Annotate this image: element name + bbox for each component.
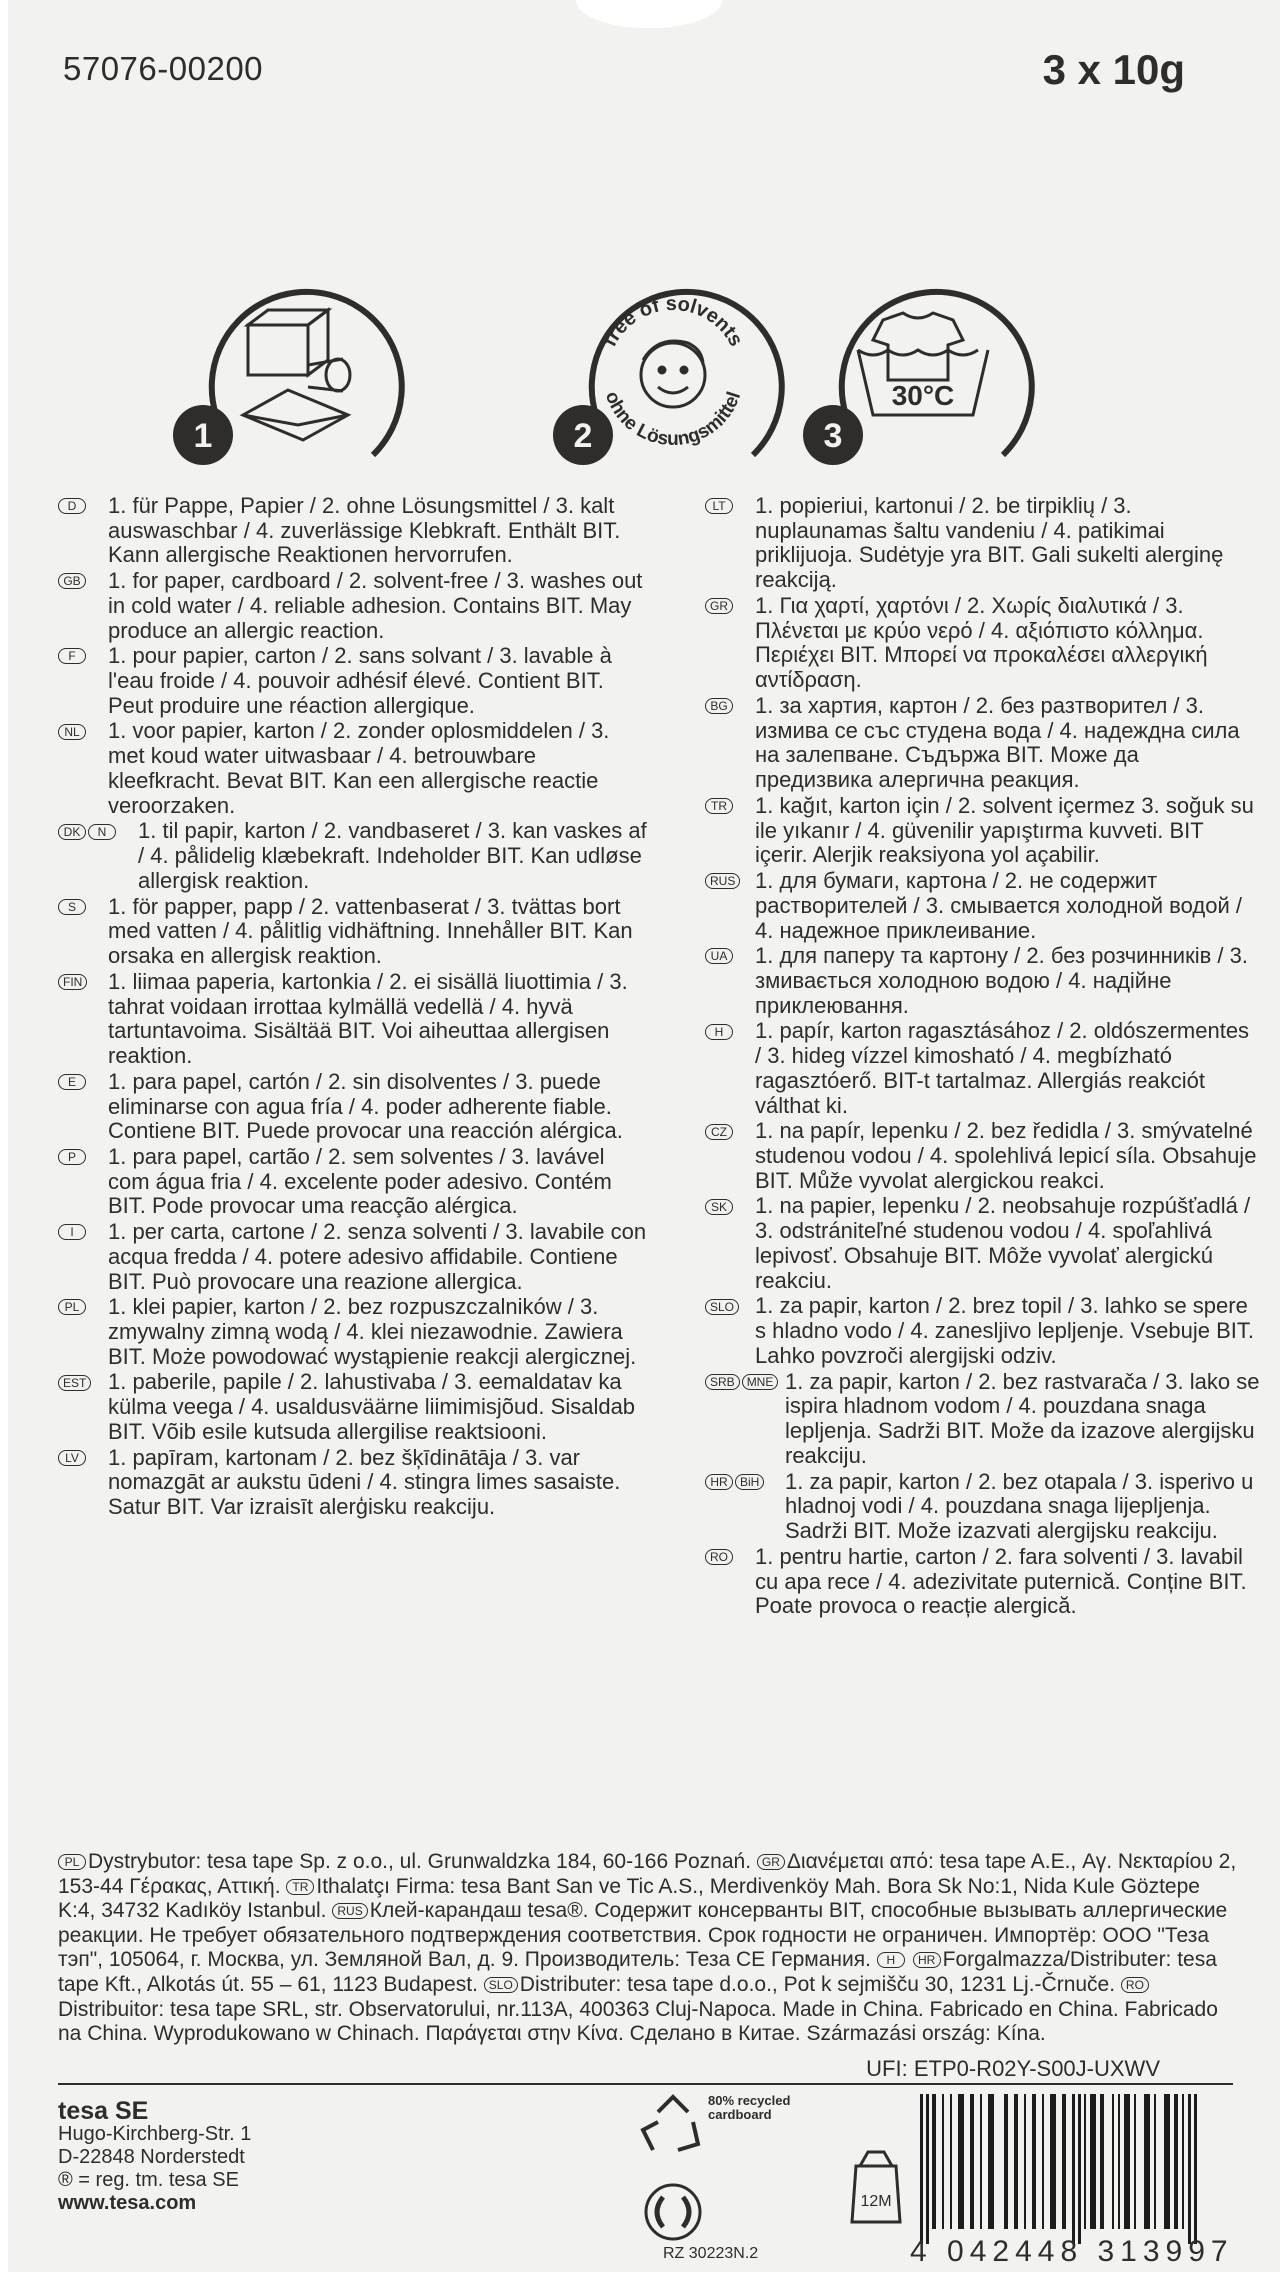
language-entry xyxy=(58,569,648,643)
barcode-bar xyxy=(1062,2094,1066,2229)
language-entry xyxy=(58,1220,648,1294)
language-codes xyxy=(58,1446,88,1471)
manufacturer-address xyxy=(58,2097,252,2215)
language-badge: GB xyxy=(58,573,86,589)
divider xyxy=(58,2083,1233,2085)
language-entry xyxy=(58,1295,648,1369)
language-text: 1. klei papier, karton / 2. bez rozpuszczalników / 3. zmywalny zimną wodą / 4. klei niezawodnie. Zawiera BIT. Może powodować wystąpienie reakcji alergicznej. xyxy=(108,1294,637,1369)
instructions-left-column xyxy=(58,494,648,1521)
language-badge: HR xyxy=(705,1474,733,1490)
language-text: 1. for paper, cardboard / 2. solvent-free / 3. washes out in cold water / 4. reliable adhesion. Contains BIT. May produce an allergic reaction. xyxy=(108,567,643,643)
language-entry xyxy=(58,720,648,819)
language-text: 1. för papper, papp / 2. vattenbaserat / 3. tvättas bort med vatten / 4. pålitlig vidhäftning. Innehåller BIT. Kan orsaka en allergisk reaktion. xyxy=(108,893,633,969)
distributor-block xyxy=(58,1850,1238,2047)
barcode-bar xyxy=(1194,2094,1197,2244)
barcode-bar xyxy=(950,2094,952,2229)
language-entry xyxy=(705,694,1260,793)
barcode-bar xyxy=(1144,2094,1150,2229)
solvent-free-icon xyxy=(538,265,798,475)
language-badge: H xyxy=(705,1024,733,1040)
recycling-area xyxy=(638,2092,818,2252)
language-entry xyxy=(705,1020,1260,1119)
language-entry xyxy=(58,895,648,969)
solvent-free-bottom-text: ohne Lösungsmittel xyxy=(600,388,746,451)
company-name: tesa SE xyxy=(58,2097,149,2125)
language-badge: NL xyxy=(58,724,86,740)
language-text: 1. paberile, papile / 2. lahustivaba / 3. eemaldatav ka külma veega / 4. usaldusväärne liimimisjõud. Sisaldab BIT. Võib esile kutsuda allergilise reaktsiooni. xyxy=(108,1369,636,1445)
barcode-bar xyxy=(1182,2094,1184,2229)
barcode-bar xyxy=(1032,2094,1036,2229)
distributor-text: Distributer: tesa tape d.o.o., Pot k sejmišču 30, 1231 Lj.-Črnuče. xyxy=(519,1972,1116,1996)
language-entry xyxy=(58,494,648,568)
distributor-badge: HR xyxy=(913,1952,941,1968)
barcode-bar xyxy=(1024,2094,1026,2229)
language-badge: LT xyxy=(705,498,733,514)
barcode-bar xyxy=(980,2094,982,2229)
language-text: 1. für Pappe, Papier / 2. ohne Lösungsmittel / 3. kalt auswaschbar / 4. zuverlässige Klebkraft. Enthält BIT. Kann allergische Reaktionen hervorrufen. xyxy=(108,492,621,568)
language-codes xyxy=(705,1370,780,1395)
language-entry xyxy=(705,1470,1260,1544)
step-number-3: 3 xyxy=(823,417,843,455)
barcode-bar xyxy=(1118,2094,1120,2229)
distributor-text: Διανέμεται από: tesa tape A.E., Αγ. Νεκταρίου 2, 153-44 Γέρακας, Αττική. xyxy=(58,1850,1237,1898)
distributor-text: Клей-карандаш tesa®. Содержит консерванты BIT, способные вызывать аллергические реакции. Не требует обязательного подтверждения соответствия. Срок годности не ограничен. Импортёр: ООО "Теза тэп", 105064, г. Москва, ул. Земляной Вал, д. 9. Производитель: Теза СЕ Германия. xyxy=(58,1899,1228,1972)
address-city: D-22848 Norderstedt xyxy=(58,2146,245,2168)
address-street: Hugo-Kirchberg-Str. 1 xyxy=(58,2123,252,2145)
language-entry xyxy=(705,944,1260,1018)
language-text: 1. pentru hartie, carton / 2. fara solventi / 3. lavabil cu apa rece / 4. adezivitate puternică. Conține BIT. Poate provoca o reacție alergică. xyxy=(755,1543,1247,1619)
distributor-badge: GR xyxy=(757,1854,785,1870)
barcode-digits: 4 042448 313997 xyxy=(910,2235,1234,2268)
step-number-1: 1 xyxy=(193,417,213,455)
language-codes xyxy=(705,1020,735,1045)
language-entry xyxy=(705,1120,1260,1194)
language-text: 1. popieriui, kartonui / 2. be tirpiklių / 3. nuplaunamas šaltu vandeniu / 4. patikimai priklijuoja. Sudėtyje yra BIT. Gali sukelti alerginę reakciją. xyxy=(755,492,1224,593)
language-text: 1. kağıt, karton için / 2. solvent içermez 3. soğuk su ile yıkanır / 4. güvenilir yapıştırma kuvveti. BIT içerir. Alerjik reaksiyona yol açabilir. xyxy=(755,792,1254,868)
language-badge: LV xyxy=(58,1450,86,1466)
language-codes xyxy=(705,1195,735,1220)
green-dot-icon xyxy=(643,2182,703,2242)
language-badge: MNE xyxy=(742,1374,779,1390)
language-codes xyxy=(705,1545,735,1570)
trademark-note: ® = reg. tm. tesa SE xyxy=(58,2169,239,2191)
language-badge: I xyxy=(58,1224,86,1240)
language-text: 1. na papír, lepenku / 2. bez ředidla / 3. smývatelné studenou vodou / 4. spolehlivá lepicí síla. Obsahuje BIT. Může vyvolat alergickou reakci. xyxy=(755,1118,1257,1193)
barcode-bar xyxy=(1014,2094,1018,2229)
language-badge: GR xyxy=(705,598,733,614)
language-badge: P xyxy=(58,1149,86,1165)
distributor-badge: RUS xyxy=(332,1903,367,1919)
language-badge: SRB xyxy=(705,1374,740,1390)
language-text: 1. na papier, lepenku / 2. neobsahuje rozpúšťadlá / 3. odstrániteľné studenou vodou / 4. spoľahlivá lepivosť. Obsahuje BIT. Môže vyvolať alergickú reakciu. xyxy=(755,1193,1251,1293)
language-codes xyxy=(58,1371,93,1396)
language-entry xyxy=(705,869,1260,943)
language-text: 1. til papir, karton / 2. vandbaseret / 3. kan vaskes af / 4. pålidelig klæbekraft. Indeholder BIT. Kan udløse allergisk reaktion. xyxy=(138,818,647,893)
language-entry xyxy=(705,1545,1260,1619)
icon-paper-cardboard xyxy=(158,265,418,475)
language-codes xyxy=(705,1470,766,1495)
language-codes xyxy=(705,794,735,819)
language-text: 1. para papel, cartón / 2. sin disolventes / 3. puede eliminarse con agua fría / 4. poder adherente fiable. Contiene BIT. Puede provocar una reacción alérgica. xyxy=(108,1068,623,1144)
language-codes xyxy=(58,1295,88,1320)
language-codes xyxy=(58,820,118,845)
language-entry xyxy=(58,644,648,718)
language-entry xyxy=(705,494,1260,593)
icon-solvent-free xyxy=(538,265,798,475)
language-text: 1. для бумаги, картона / 2. не содержит растворителей / 3. смывается холодной водой / 4. надежное приклеивание. xyxy=(755,867,1242,943)
language-codes xyxy=(58,494,88,519)
language-codes xyxy=(58,1220,88,1245)
language-badge: D xyxy=(58,498,86,514)
language-codes xyxy=(58,970,89,995)
packaging-back-card xyxy=(8,0,1280,2272)
barcode-bar xyxy=(1004,2094,1008,2229)
language-text: 1. papīram, kartonam / 2. bez šķīdinātāja / 3. var nomazgāt ar aukstu ūdeni / 4. stingra limes sasaiste. Satur BIT. Var izraisīt alerģisku reakciju. xyxy=(108,1444,621,1520)
barcode-bar xyxy=(1112,2094,1114,2229)
language-text: 1. za papir, karton / 2. bez otapala / 3. isperivo u hladnoj vodi / 4. pouzdana snaga lijepljenja. Sadrži BIT. Može izazvati alergijsku reakciju. xyxy=(785,1468,1254,1544)
barcode-bar xyxy=(1100,2094,1104,2229)
barcode-bar xyxy=(1134,2094,1136,2229)
website-link[interactable]: www.tesa.com xyxy=(58,2192,197,2214)
barcode-bar xyxy=(942,2094,944,2229)
distributor-text: Dystrybutor: tesa tape Sp. z o.o., ul. Grunwaldzka 184, 60-166 Poznań. xyxy=(88,1850,752,1873)
language-badge: S xyxy=(58,899,86,915)
barcode-bar xyxy=(988,2094,994,2229)
barcode-bar xyxy=(920,2094,923,2244)
language-text: 1. za papir, karton / 2. bez rastvarača / 3. lako se ispira hladnom vodom / 4. pouzdana snaga lepljenja. Sadrži BIT. Može da izazove alergijsku reakciju. xyxy=(785,1368,1260,1469)
barcode-bar xyxy=(1164,2094,1170,2229)
language-codes xyxy=(705,694,735,719)
language-text: 1. za papir, karton / 2. brez topil / 3. lahko se spere s hladno vodo / 4. zanesljivo lepljenje. Vsebuje BIT. Lahko povzroči alergijski odziv. xyxy=(755,1293,1254,1369)
language-badge: RUS xyxy=(705,873,740,889)
language-entry xyxy=(705,794,1260,868)
distributor-badge: H xyxy=(877,1952,905,1968)
language-badge: EST xyxy=(58,1375,91,1391)
barcode-bar xyxy=(1188,2094,1191,2244)
language-badge: CZ xyxy=(705,1124,733,1140)
language-codes xyxy=(58,895,88,920)
icon-washable xyxy=(788,265,1048,475)
hang-hole xyxy=(576,0,722,28)
barcode-bar xyxy=(1084,2094,1086,2229)
language-text: 1. voor papier, karton / 2. zonder oplosmiddelen / 3. met koud water uitwasbaar / 4. betrouwbare kleefkracht. Bevat BIT. Kan een allergische reactie veroorzaken. xyxy=(108,718,610,818)
language-text: 1. для паперу та картону / 2. без розчинників / 3. змивається холодною водою / 4. надійне приклеювання. xyxy=(755,943,1248,1018)
barcode-bar xyxy=(1072,2094,1075,2244)
language-codes xyxy=(705,944,735,969)
distributor-badge: PL xyxy=(58,1854,86,1870)
barcode-bar xyxy=(958,2094,964,2229)
language-badge: PL xyxy=(58,1299,86,1315)
language-codes xyxy=(705,1295,741,1320)
distributor-badge: SLO xyxy=(484,1977,518,1993)
language-codes xyxy=(705,494,735,519)
article-code: 57076-00200 xyxy=(63,50,264,87)
language-text: 1. per carta, cartone / 2. senza solventi / 3. lavabile con acqua fredda / 4. potere adesivo affidabile. Contiene BIT. Può provocare una reazione allergica. xyxy=(108,1219,647,1294)
language-badge: N xyxy=(88,824,116,840)
language-badge: DK xyxy=(58,824,86,840)
language-badge: E xyxy=(58,1074,86,1090)
language-badge: RO xyxy=(705,1549,733,1565)
svg-text:ohne Lösungsmittel xyxy=(601,389,745,450)
language-codes xyxy=(705,869,742,894)
language-entry xyxy=(705,1195,1260,1294)
language-badge: SK xyxy=(705,1199,733,1215)
language-entry xyxy=(58,1446,648,1520)
solvent-free-top-text: free of solvents xyxy=(598,292,748,351)
distributor-badge: TR xyxy=(286,1879,314,1895)
barcode-bar xyxy=(1124,2094,1130,2229)
language-badge: FIN xyxy=(58,974,87,990)
language-badge: UA xyxy=(705,948,733,964)
barcode xyxy=(910,2094,1240,2244)
barcode-bar xyxy=(970,2094,974,2229)
language-codes xyxy=(58,1070,88,1095)
pao-icon xyxy=(846,2142,906,2226)
language-text: 1. para papel, cartão / 2. sem solventes / 3. lavável com água fria / 4. excelente poder adesivo. Contém BIT. Pode provocar uma reacção alérgica. xyxy=(108,1143,612,1219)
language-badge: BiH xyxy=(735,1474,764,1490)
language-text: 1. papír, karton ragasztásához / 2. oldószermentes / 3. hideg vízzel kimosható / 4. megbízható ragasztóerő. BIT-t tartalmaz. Allergiás reakciót válthat ki. xyxy=(755,1018,1250,1118)
language-entry xyxy=(58,820,648,894)
paper-cardboard-icon xyxy=(158,265,418,475)
barcode-bar xyxy=(1078,2094,1081,2244)
language-entry xyxy=(705,594,1260,693)
rz-code: RZ 30223N.2 xyxy=(663,2245,759,2262)
language-text: 1. liimaa paperia, kartonkia / 2. ei sisällä liuottimia / 3. tahrat voidaan irrottaa kylmällä vedellä / 4. hyvä tartuntavoima. Sisältää BIT. Voi aiheuttaa allergisen reaktion. xyxy=(108,968,628,1069)
language-codes xyxy=(705,594,735,619)
wash-temperature: 30°C xyxy=(891,380,955,411)
ufi-code: UFI: ETP0-R02Y-S00J-UXWV xyxy=(866,2056,1160,2081)
language-entry xyxy=(58,1070,648,1144)
distributor-text: Ithalatçı Firma: tesa Bant San ve Tic A.S., Merdivenköy Mah. Bora Sk No:1, Nida Kule Göztepe K:4, 34732 Kadıköy Istanbul. xyxy=(58,1874,1200,1923)
language-entry xyxy=(705,1370,1260,1469)
language-text: 1. Για χαρτί, χαρτόνι / 2. Χωρίς διαλυτικά / 3. Πλένεται με κρύο νερό / 4. αξιόπιστο κόλλημα. Περιέχει BIT. Μπορεί να προκαλέσει αλλεργική αντίδραση. xyxy=(755,592,1208,693)
language-codes xyxy=(58,1145,88,1170)
language-entry xyxy=(58,1371,648,1445)
pao-label: 12M xyxy=(860,2193,892,2210)
barcode-bar xyxy=(926,2094,929,2244)
language-codes xyxy=(58,720,88,745)
barcode-bar xyxy=(1090,2094,1096,2229)
step-number-2: 2 xyxy=(573,417,593,455)
language-codes xyxy=(705,1120,735,1145)
language-badge: F xyxy=(58,648,86,664)
barcode-bar xyxy=(932,2094,936,2229)
language-text: 1. за хартия, картон / 2. без разтворител / 3. измива се със студена вода / 4. надеждна сила на залепване. Съдържа BIT. Може да предизвика алергична реакция. xyxy=(755,692,1240,793)
language-badge: TR xyxy=(705,798,733,814)
distributor-text: Distribuitor: tesa tape SRL, str. Observatorului, nr.113A, 400363 Cluj-Napoca. Made in China. Fabricado en China. Fabricado na China. Wyprodukowano w Chinach. Παράγεται στην Κίνα. Сделано в Китае. Származási ország: Kína. xyxy=(58,1997,1218,2046)
recycled-cardboard-label: 80% recycled cardboard xyxy=(708,2093,791,2122)
language-codes xyxy=(58,569,88,594)
language-entry xyxy=(705,1295,1260,1369)
language-entry xyxy=(58,970,648,1069)
package-weight: 3 x 10g xyxy=(1042,46,1185,93)
language-text: 1. pour papier, carton / 2. sans solvant / 3. lavable à l'eau froide / 4. pouvoir adhésif élevé. Contient BIT. Peut produire une réaction allergique. xyxy=(108,643,612,718)
distributor-text: Forgalmazza/Distributer: tesa tape Kft., Alkotás út. 55 – 61, 1123 Budapest. xyxy=(58,1948,1217,1996)
barcode-bar xyxy=(1042,2094,1044,2229)
barcode-bar xyxy=(1154,2094,1156,2229)
barcode-bar xyxy=(1050,2094,1056,2229)
washable-icon xyxy=(788,265,1048,475)
language-badge: BG xyxy=(705,698,733,714)
instructions-right-column xyxy=(705,494,1260,1620)
language-codes xyxy=(58,644,88,669)
language-entry xyxy=(58,1145,648,1219)
recycle-icon xyxy=(638,2092,708,2162)
language-badge: SLO xyxy=(705,1299,739,1315)
barcode-bar xyxy=(1174,2094,1178,2229)
distributor-badge: RO xyxy=(1121,1977,1149,1993)
